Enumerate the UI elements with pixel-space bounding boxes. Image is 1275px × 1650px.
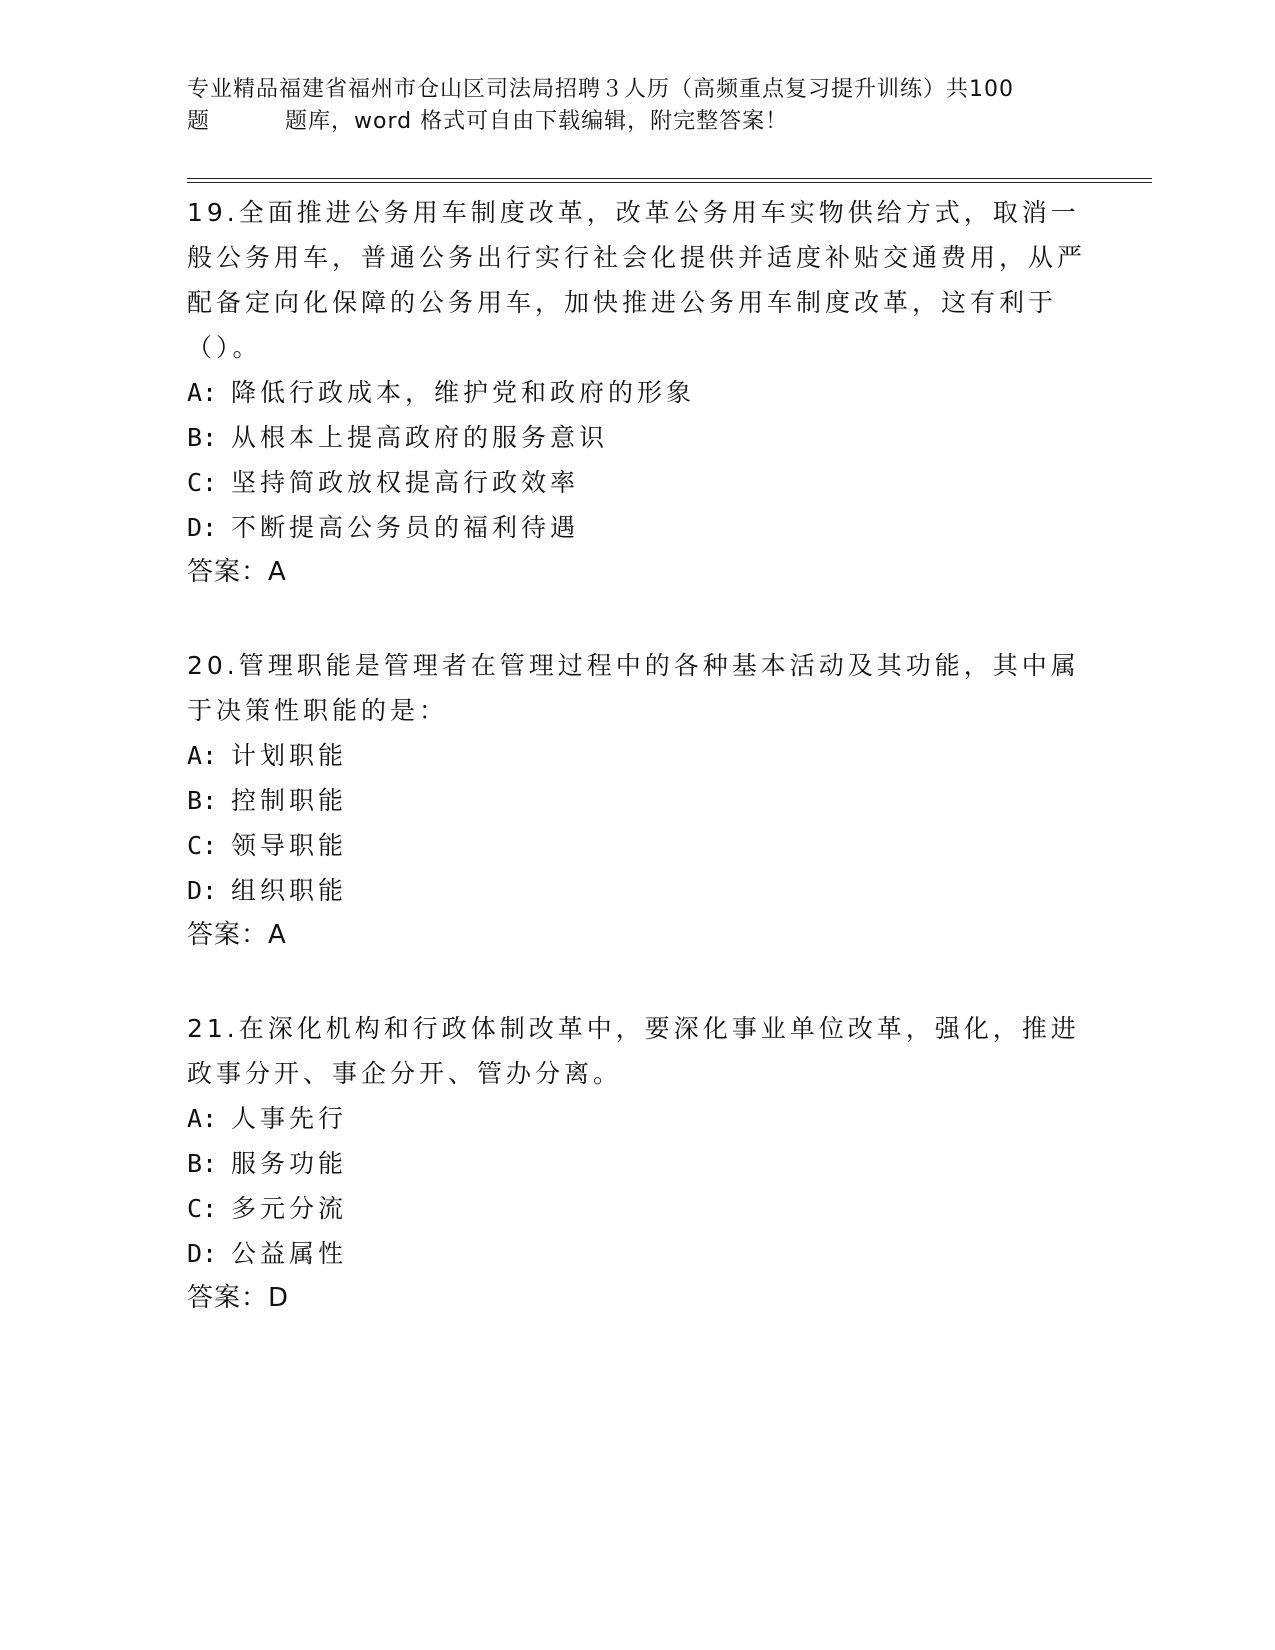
option-b — [187, 1141, 1087, 1186]
option-key: A: — [187, 741, 218, 770]
question-text: 19.全面推进公务用车制度改革，改革公务用车实物供给方式，取消一般公务用车，普通公务出行实行社会化提供并适度补贴交通费用，从严配备定向化保障的公务用车，加快推进公务用车制度改革，这有利于（）。 — [187, 198, 1087, 362]
question-text: 21.在深化机构和行政体制改革中，要深化事业单位改革，强化，推进政事分开、事企分开、管办分离。 — [187, 1014, 1080, 1088]
option-key: D: — [187, 876, 218, 905]
option-c — [187, 823, 1087, 868]
option-key: A: — [187, 1104, 218, 1133]
option-key: C: — [187, 468, 218, 497]
option-text: 从根本上提高政府的服务意识 — [231, 423, 609, 452]
option-text: 组织职能 — [231, 876, 348, 905]
option-text: 公益属性 — [231, 1239, 348, 1268]
header-divider-bottom — [187, 182, 1152, 183]
question-text: 20.管理职能是管理者在管理过程中的各种基本活动及其功能，其中属于决策性职能的是： — [187, 651, 1080, 725]
option-a — [187, 733, 1087, 778]
answer-line: 答案：D — [187, 1283, 290, 1313]
option-text: 计划职能 — [231, 741, 348, 770]
option-a — [187, 1096, 1087, 1141]
option-a — [187, 370, 1087, 415]
option-d — [187, 868, 1087, 913]
option-text: 人事先行 — [231, 1104, 348, 1133]
option-c — [187, 1186, 1087, 1231]
option-b — [187, 778, 1087, 823]
header-title-line: 专业精品福建省福州市仓山区司法局招聘３人历（高频重点复习提升训练）共100 — [187, 77, 1014, 102]
option-text: 多元分流 — [231, 1194, 348, 1223]
header-subtitle-right: 题库，word 格式可自由下载编辑，附完整答案！ — [285, 109, 789, 134]
option-key: B: — [187, 423, 218, 452]
answer-line: 答案：A — [187, 557, 287, 587]
option-key: D: — [187, 513, 218, 542]
option-text: 服务功能 — [231, 1149, 348, 1178]
header-divider-top — [187, 178, 1152, 179]
option-text: 领导职能 — [231, 831, 348, 860]
option-d — [187, 505, 1087, 550]
question-21 — [187, 1006, 1087, 1321]
option-key: D: — [187, 1239, 218, 1268]
question-list — [187, 190, 1087, 1369]
option-key: C: — [187, 831, 218, 860]
option-text: 降低行政成本，维护党和政府的形象 — [231, 378, 696, 407]
document-header — [187, 74, 1087, 138]
question-19 — [187, 190, 1087, 595]
option-key: B: — [187, 1149, 218, 1178]
header-subtitle-line — [187, 106, 1087, 138]
option-c — [187, 460, 1087, 505]
option-key: B: — [187, 786, 218, 815]
option-d — [187, 1231, 1087, 1276]
option-text: 不断提高公务员的福利待遇 — [231, 513, 580, 542]
option-b — [187, 415, 1087, 460]
header-subtitle-left: 题 — [187, 109, 211, 134]
option-text: 控制职能 — [231, 786, 348, 815]
question-20 — [187, 643, 1087, 958]
option-text: 坚持简政放权提高行政效率 — [231, 468, 580, 497]
option-key: C: — [187, 1194, 218, 1223]
option-key: A: — [187, 378, 218, 407]
answer-line: 答案：A — [187, 920, 287, 950]
